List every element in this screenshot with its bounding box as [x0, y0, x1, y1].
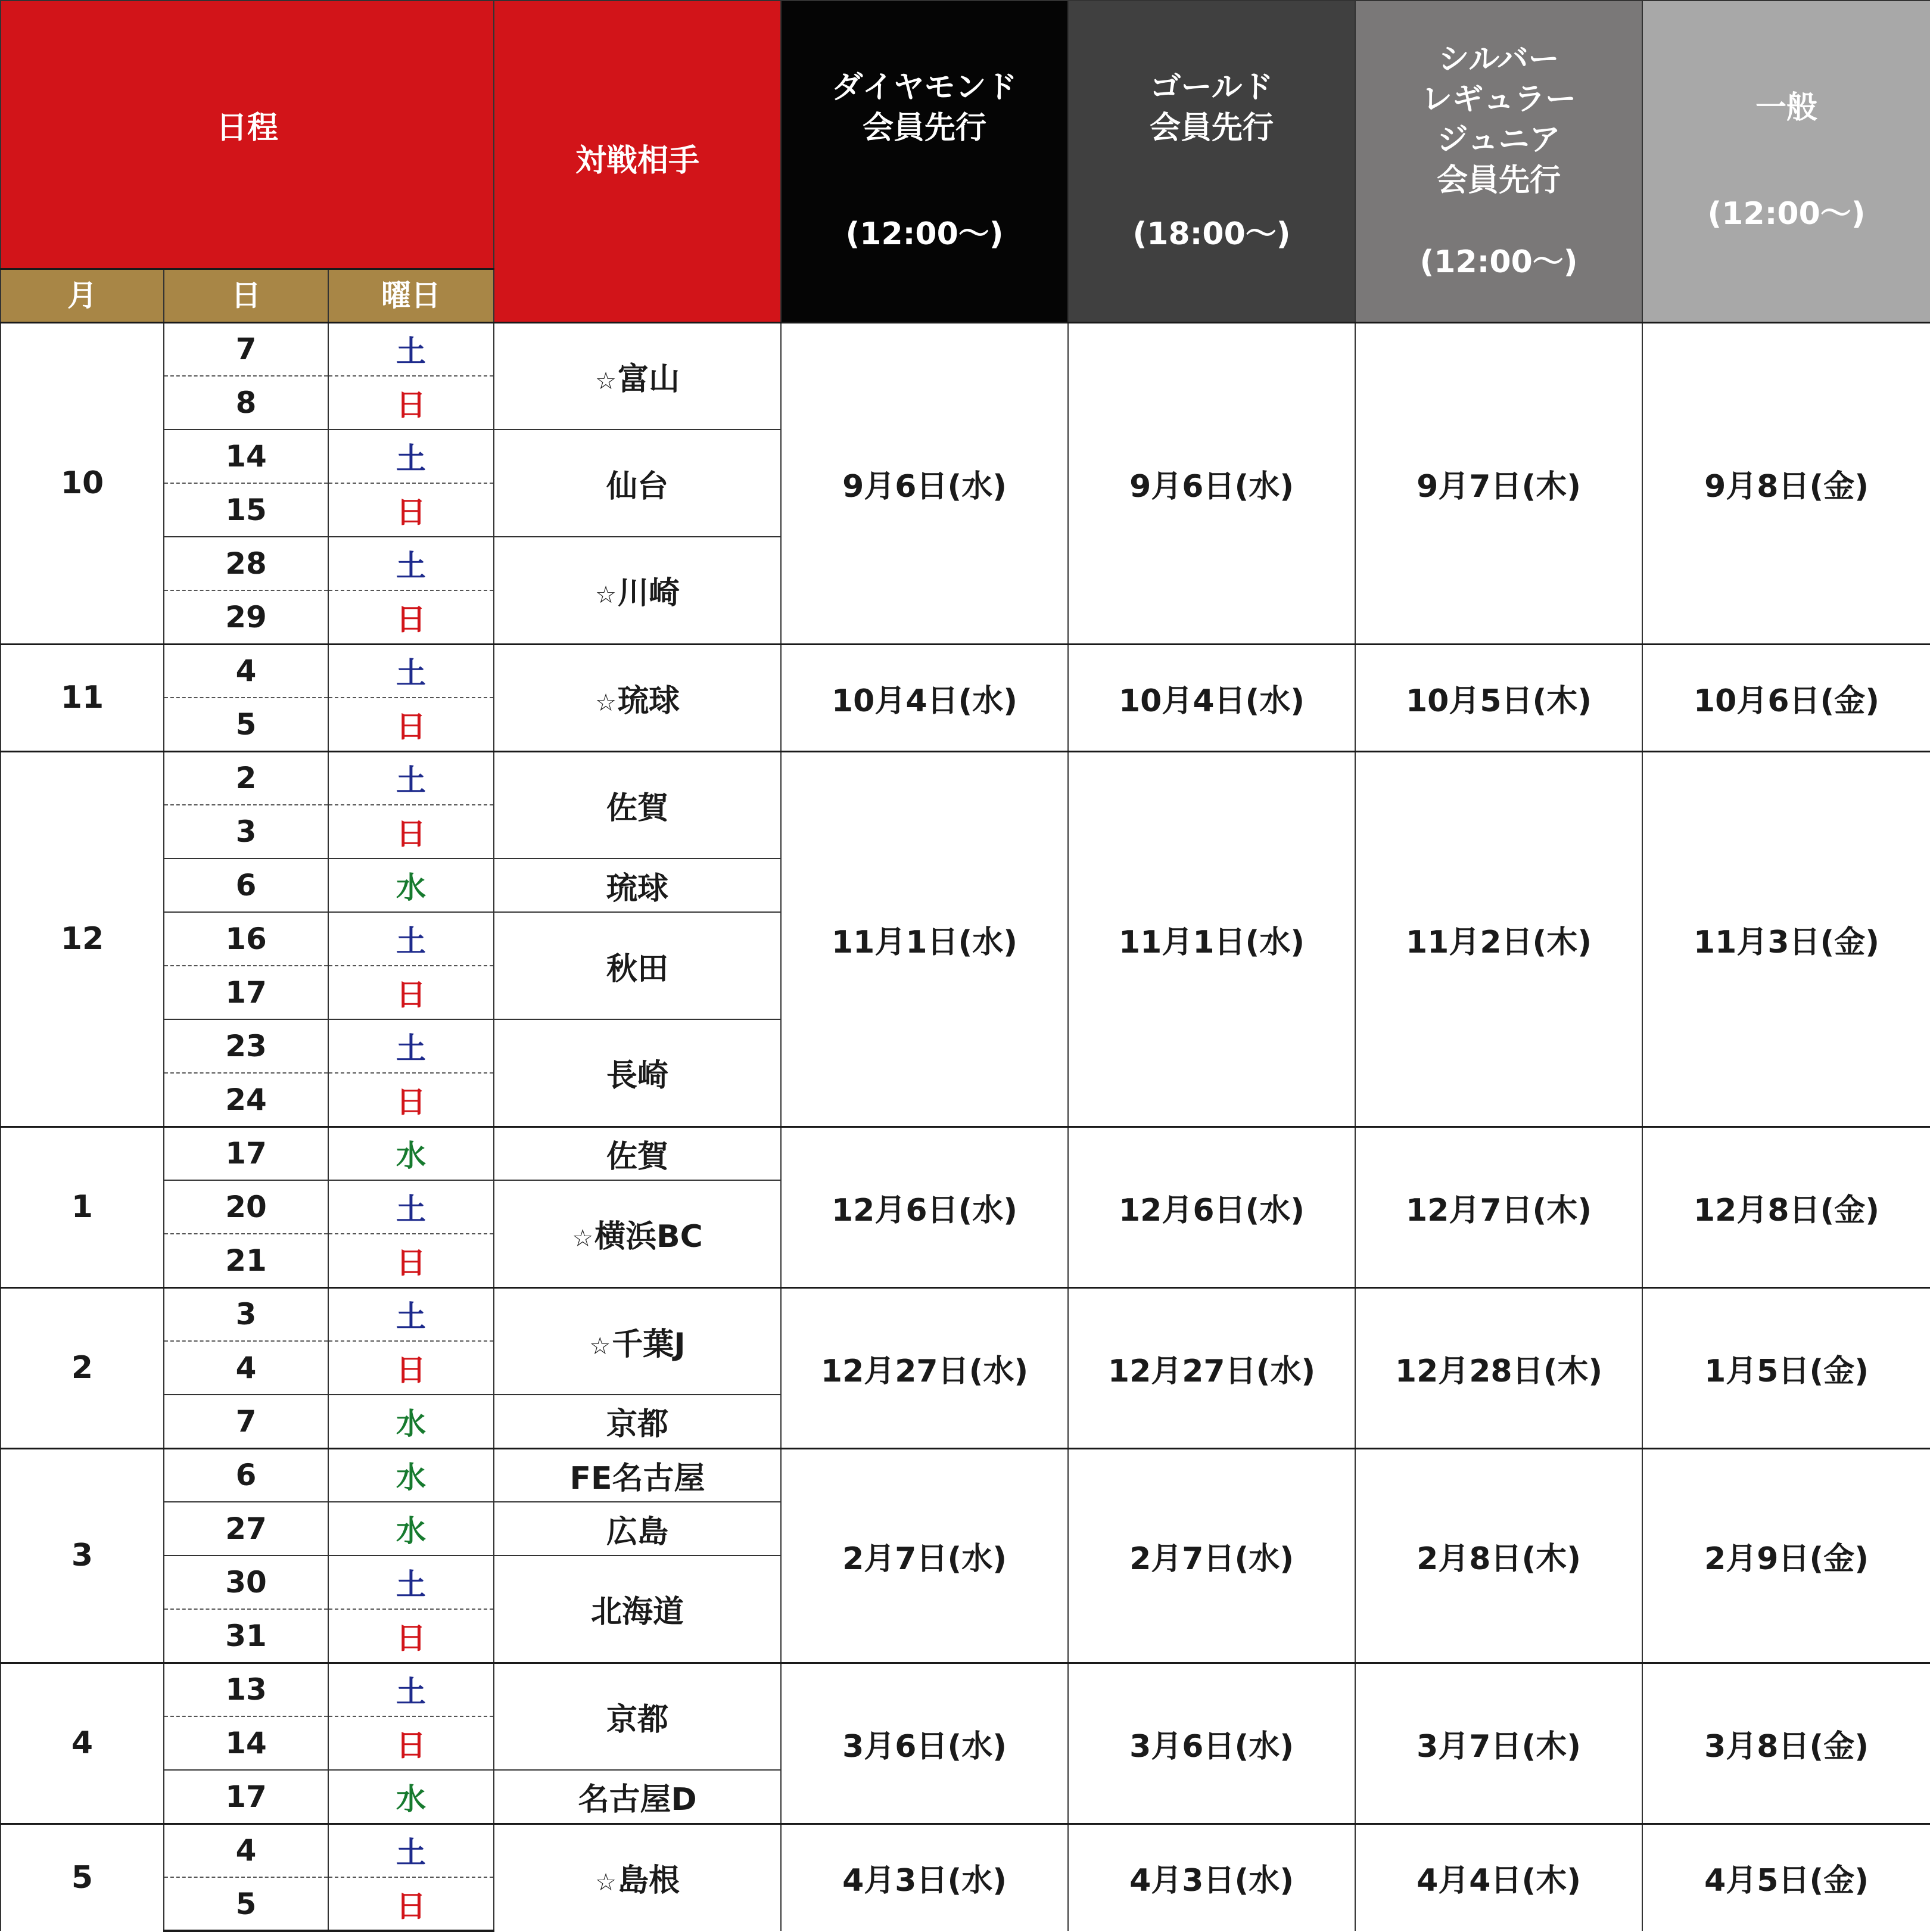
weekday-cell: 土 — [328, 1287, 494, 1341]
day-cell: 13 — [164, 1663, 328, 1716]
weekday-cell: 日 — [328, 1341, 494, 1395]
silver-header-line: ジュニア — [1437, 122, 1561, 158]
day-cell: 17 — [164, 966, 328, 1019]
day-cell: 7 — [164, 1395, 328, 1448]
day-cell: 21 — [164, 1234, 328, 1287]
silver-sale-date: 10月5日(木) — [1355, 644, 1642, 751]
weekday-cell: 水 — [328, 1127, 494, 1180]
opponent-cell — [494, 751, 781, 858]
weekday-cell: 日 — [328, 376, 494, 430]
day-cell: 30 — [164, 1555, 328, 1609]
weekday-cell: 土 — [328, 644, 494, 698]
month-cell: 4 — [1, 1663, 164, 1824]
day-cell: 4 — [164, 1824, 328, 1877]
day-cell: 4 — [164, 644, 328, 698]
day-cell: 8 — [164, 376, 328, 430]
weekday-cell: 日 — [328, 590, 494, 644]
star-icon: ☆ — [589, 1332, 611, 1360]
table-row — [1, 1287, 1930, 1341]
diamond-sale-date: 11月1日(水) — [781, 751, 1068, 1127]
day-cell: 29 — [164, 590, 328, 644]
opponent-name: 富山 — [617, 361, 680, 397]
opponent-name: 北海道 — [591, 1594, 684, 1631]
general-header-line: 一般 — [1755, 90, 1818, 126]
silver-sale-date: 9月7日(木) — [1355, 322, 1642, 644]
opponent-cell — [494, 1824, 781, 1931]
diamond-header-time: (12:00～) — [845, 216, 1004, 252]
day-cell: 7 — [164, 322, 328, 376]
opponent-name: 秋田 — [606, 951, 669, 987]
general-sale-date: 3月8日(金) — [1642, 1663, 1930, 1824]
opponent-cell — [494, 1287, 781, 1395]
schedule-header — [1, 1, 494, 269]
day-cell: 28 — [164, 537, 328, 590]
day-cell: 14 — [164, 430, 328, 483]
month-cell: 1 — [1, 1127, 164, 1287]
weekday-cell: 日 — [328, 966, 494, 1019]
gold-sale-date: 12月6日(水) — [1068, 1127, 1355, 1287]
gold-sale-date: 11月1日(水) — [1068, 751, 1355, 1127]
weekday-cell: 水 — [328, 858, 494, 912]
opponent-cell — [494, 1019, 781, 1127]
opponent-name: FE名古屋 — [569, 1460, 705, 1497]
day-cell: 5 — [164, 698, 328, 751]
silver-sale-date: 4月4日(木) — [1355, 1824, 1642, 1931]
silver-header-line: レギュラー — [1421, 82, 1577, 118]
gold-sale-date: 10月4日(水) — [1068, 644, 1355, 751]
opponent-name: 琉球 — [606, 870, 669, 907]
weekday-cell: 土 — [328, 1180, 494, 1234]
opponent-cell — [494, 322, 781, 430]
general-sale-date: 12月8日(金) — [1642, 1127, 1930, 1287]
opponent-name: 佐賀 — [606, 790, 669, 826]
opponent-cell — [494, 1180, 781, 1287]
silver-header — [1355, 1, 1642, 322]
opponent-header — [494, 1, 781, 322]
opponent-cell — [494, 644, 781, 751]
day-cell: 15 — [164, 483, 328, 537]
table-row — [1, 1448, 1930, 1502]
opponent-cell — [494, 1663, 781, 1770]
opponent-cell — [494, 1448, 781, 1502]
diamond-sale-date: 10月4日(水) — [781, 644, 1068, 751]
table-row — [1, 1663, 1930, 1716]
month-cell: 5 — [1, 1824, 164, 1931]
opponent-name: 広島 — [606, 1514, 669, 1550]
opponent-name: 京都 — [606, 1701, 669, 1738]
diamond-header-line: ダイヤモンド — [832, 70, 1017, 106]
silver-header-time: (12:00～) — [1420, 244, 1578, 281]
silver-header-line: シルバー — [1438, 41, 1559, 77]
silver-header-line: 会員先行 — [1437, 162, 1561, 198]
opponent-cell — [494, 912, 781, 1019]
day-cell: 24 — [164, 1073, 328, 1127]
opponent-cell — [494, 1770, 781, 1824]
weekday-cell: 日 — [328, 1716, 494, 1770]
table-row — [1, 644, 1930, 698]
opponent-name: 琉球 — [617, 683, 680, 719]
schedule-body — [1, 322, 1930, 1931]
diamond-sale-date: 12月27日(水) — [781, 1287, 1068, 1448]
day-cell: 16 — [164, 912, 328, 966]
day-cell: 23 — [164, 1019, 328, 1073]
weekday-cell: 土 — [328, 912, 494, 966]
weekday-cell: 土 — [328, 322, 494, 376]
weekday-cell: 水 — [328, 1395, 494, 1448]
star-icon: ☆ — [595, 367, 617, 395]
opponent-name: 名古屋D — [578, 1782, 697, 1818]
silver-sale-date: 11月2日(木) — [1355, 751, 1642, 1127]
general-sale-date: 10月6日(金) — [1642, 644, 1930, 751]
opponent-name: 横浜BC — [594, 1219, 703, 1255]
opponent-name: 千葉J — [612, 1326, 686, 1362]
opponent-name: 京都 — [606, 1407, 669, 1443]
opponent-name: 仙台 — [606, 468, 669, 505]
opponent-name: 川崎 — [617, 575, 680, 612]
diamond-header — [781, 1, 1068, 322]
gold-sale-date: 9月6日(水) — [1068, 322, 1355, 644]
star-icon: ☆ — [572, 1225, 594, 1253]
day-cell: 3 — [164, 805, 328, 858]
opponent-header-label: 対戦相手 — [575, 142, 700, 179]
day-cell: 6 — [164, 1448, 328, 1502]
diamond-sale-date: 12月6日(水) — [781, 1127, 1068, 1287]
day-cell: 3 — [164, 1287, 328, 1341]
silver-sale-date: 2月8日(木) — [1355, 1448, 1642, 1663]
general-sale-date: 4月5日(金) — [1642, 1824, 1930, 1931]
gold-sale-date: 2月7日(水) — [1068, 1448, 1355, 1663]
general-header — [1642, 1, 1930, 322]
day-cell: 2 — [164, 751, 328, 805]
weekday-cell: 日 — [328, 805, 494, 858]
table-row — [1, 322, 1930, 376]
weekday-cell: 土 — [328, 537, 494, 590]
table-row — [1, 1824, 1930, 1877]
month-cell: 3 — [1, 1448, 164, 1663]
weekday-cell: 日 — [328, 483, 494, 537]
general-sale-date: 11月3日(金) — [1642, 751, 1930, 1127]
silver-sale-date: 12月28日(木) — [1355, 1287, 1642, 1448]
weekday-cell: 土 — [328, 1019, 494, 1073]
gold-header-line: ゴールド — [1150, 70, 1274, 106]
gold-sale-date: 12月27日(水) — [1068, 1287, 1355, 1448]
month-header: 月 — [1, 269, 164, 322]
gold-header-time: (18:00～) — [1132, 216, 1291, 252]
silver-sale-date: 3月7日(木) — [1355, 1663, 1642, 1824]
silver-sale-date: 12月7日(木) — [1355, 1127, 1642, 1287]
schedule-header-label: 日程 — [216, 110, 279, 146]
opponent-cell — [494, 858, 781, 912]
table-row — [1, 751, 1930, 805]
opponent-cell — [494, 1395, 781, 1448]
general-header-time: (12:00～) — [1707, 195, 1866, 232]
day-cell: 17 — [164, 1770, 328, 1824]
weekday-cell: 土 — [328, 751, 494, 805]
weekday-cell: 日 — [328, 1609, 494, 1663]
general-sale-date: 1月5日(金) — [1642, 1287, 1930, 1448]
weekday-cell: 土 — [328, 1824, 494, 1877]
day-cell: 4 — [164, 1341, 328, 1395]
general-sale-date: 2月9日(金) — [1642, 1448, 1930, 1663]
weekday-cell: 水 — [328, 1448, 494, 1502]
month-cell: 10 — [1, 322, 164, 644]
diamond-sale-date: 3月6日(水) — [781, 1663, 1068, 1824]
day-cell: 17 — [164, 1127, 328, 1180]
weekday-cell: 土 — [328, 1555, 494, 1609]
weekday-cell: 土 — [328, 1663, 494, 1716]
opponent-name: 島根 — [617, 1863, 680, 1899]
weekday-cell: 水 — [328, 1502, 494, 1555]
day-cell: 14 — [164, 1716, 328, 1770]
month-cell: 12 — [1, 751, 164, 1127]
opponent-name: 佐賀 — [606, 1138, 669, 1175]
weekday-cell: 土 — [328, 430, 494, 483]
diamond-header-line: 会員先行 — [863, 110, 987, 146]
diamond-sale-date: 9月6日(水) — [781, 322, 1068, 644]
day-cell: 5 — [164, 1877, 328, 1931]
day-header: 日 — [164, 269, 328, 322]
weekday-cell: 日 — [328, 1073, 494, 1127]
diamond-sale-date: 2月7日(水) — [781, 1448, 1068, 1663]
gold-header-line: 会員先行 — [1150, 110, 1274, 146]
month-cell: 2 — [1, 1287, 164, 1448]
month-cell: 11 — [1, 644, 164, 751]
opponent-cell — [494, 1502, 781, 1555]
star-icon: ☆ — [595, 689, 617, 717]
opponent-cell — [494, 430, 781, 537]
opponent-cell — [494, 1555, 781, 1663]
gold-header — [1068, 1, 1355, 322]
opponent-cell — [494, 1127, 781, 1180]
weekday-cell: 日 — [328, 1234, 494, 1287]
weekday-cell: 日 — [328, 698, 494, 751]
day-cell: 6 — [164, 858, 328, 912]
star-icon: ☆ — [595, 581, 617, 609]
day-cell: 20 — [164, 1180, 328, 1234]
table-row — [1, 1127, 1930, 1180]
weekday-header: 曜日 — [328, 269, 494, 322]
weekday-cell: 水 — [328, 1770, 494, 1824]
day-cell: 27 — [164, 1502, 328, 1555]
weekday-cell: 日 — [328, 1877, 494, 1931]
diamond-sale-date: 4月3日(水) — [781, 1824, 1068, 1931]
day-cell: 31 — [164, 1609, 328, 1663]
opponent-cell — [494, 537, 781, 644]
gold-sale-date: 4月3日(水) — [1068, 1824, 1355, 1931]
gold-sale-date: 3月6日(水) — [1068, 1663, 1355, 1824]
star-icon: ☆ — [595, 1869, 617, 1897]
general-sale-date: 9月8日(金) — [1642, 322, 1930, 644]
opponent-name: 長崎 — [606, 1058, 669, 1094]
